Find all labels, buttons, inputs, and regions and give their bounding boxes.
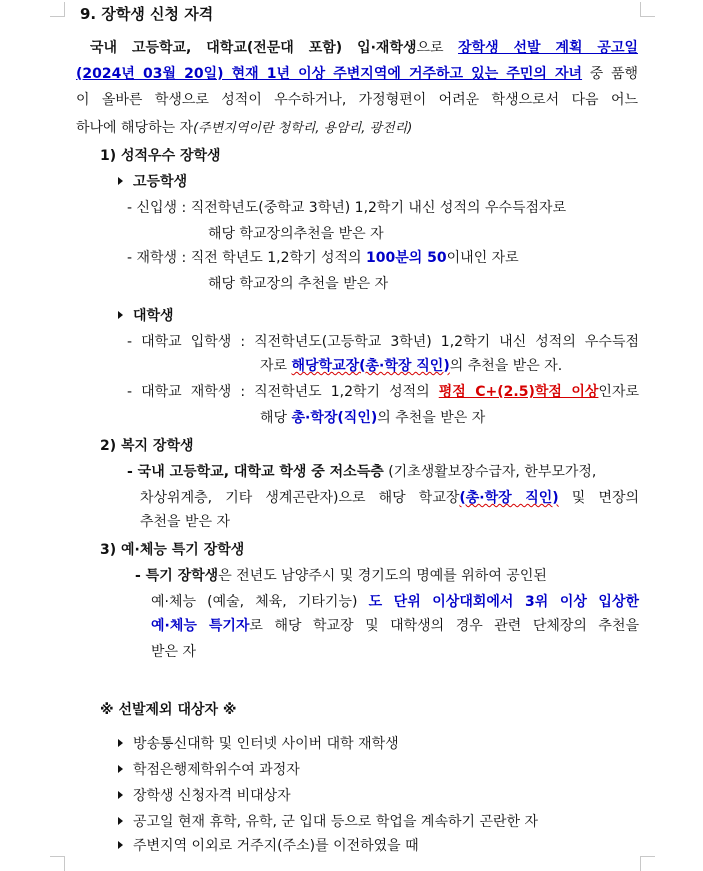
- criteria-text: 의 추천을 받은 자.: [449, 358, 563, 374]
- criteria-text: 예·체능 (예술, 체육, 기타기능): [151, 594, 369, 610]
- criteria-highlight: 총·학장(직인): [291, 410, 378, 426]
- bullet-arrow-icon: [118, 311, 123, 319]
- intro-line: [76, 64, 638, 84]
- list-item: [118, 786, 291, 806]
- subsection-heading: 3) 예·체능 특기 장학생: [100, 542, 245, 558]
- subgroup-label: [118, 306, 174, 326]
- criteria-text: 이내인 자로: [446, 250, 519, 266]
- criteria-highlight: 도 단위 이상대회에서 3위 이상 입상한: [368, 594, 639, 610]
- area-note: (주변지역이란 청학리, 용암리, 광전리): [193, 121, 413, 136]
- intro-text: 하나에 해당하는 자: [76, 120, 194, 136]
- list-item: [118, 836, 419, 856]
- criteria-line: [151, 592, 639, 612]
- bullet-arrow-icon: [118, 739, 123, 747]
- criteria-line: [151, 616, 639, 636]
- criteria-text: 인자로: [598, 384, 639, 400]
- subsection-heading: 2) 복지 장학생: [100, 438, 194, 454]
- subgroup-label: [118, 172, 187, 192]
- criteria-text: 및 면장의: [558, 490, 640, 506]
- intro-text: 국내 고등학교, 대학교(전문대 포함) 입·재학생: [90, 40, 417, 56]
- criteria-text: - 국내 고등학교, 대학교 학생 중 저소득층: [127, 464, 384, 480]
- intro-text: 중 품행: [582, 66, 638, 82]
- exclusion-heading: ※ 선발제외 대상자 ※: [100, 702, 237, 718]
- gpa-requirement: 평점 C+(2.5)학점 이상: [438, 384, 599, 400]
- criteria-line: 해당 학교장의 추천을 받은 자: [208, 276, 389, 292]
- criteria-text: 자로: [260, 358, 292, 374]
- subgroup-label-text: 고등학생: [133, 174, 188, 190]
- list-item-text: 주변지역 이외로 거주지(주소)를 이전하였을 때: [133, 838, 419, 854]
- list-item-text: 학점은행제학위수여 과정자: [133, 762, 300, 778]
- criteria-text: 은 전년도 남양주시 및 경기도의 명예를 위하여 공인된: [218, 568, 547, 584]
- criteria-text: - 특기 장학생: [135, 568, 219, 584]
- criteria-line: [260, 408, 485, 428]
- intro-line: 이 올바른 학생으로 성적이 우수하거나, 가정형편이 어려운 학생으로서 다음 어느: [76, 92, 638, 108]
- list-item-text: 방송통신대학 및 인터넷 사이버 대학 재학생: [133, 736, 399, 752]
- list-item: [118, 812, 538, 832]
- criteria-line: [127, 248, 519, 268]
- criteria-highlight: 100분의 50: [366, 250, 447, 266]
- page-corner-mark: [50, 2, 65, 17]
- criteria-line: - 신입생 : 직전학년도(중학교 3학년) 1,2학기 내신 성적의 우수득점자로: [127, 200, 567, 216]
- criteria-line: 해당 학교장의추천을 받은 자: [208, 226, 384, 242]
- criteria-line: [127, 462, 596, 482]
- criteria-highlight: 해당학교장(총·학장 직인): [291, 358, 450, 374]
- criteria-highlight: 예·체능 특기자: [151, 618, 250, 634]
- criteria-text: - 대학교 재학생 : 직전학년도 1,2학기 성적의: [127, 384, 439, 400]
- bullet-arrow-icon: [118, 765, 123, 773]
- criteria-line: [140, 488, 639, 508]
- criteria-text: - 재학생 : 직전 학년도 1,2학기 성적의: [127, 250, 366, 266]
- bullet-arrow-icon: [118, 841, 123, 849]
- page-corner-mark: [640, 856, 655, 871]
- criteria-line: [260, 356, 562, 376]
- list-item-text: 장학생 신청자격 비대상자: [133, 788, 291, 804]
- bullet-arrow-icon: [118, 177, 123, 185]
- criteria-text: 해당: [260, 410, 292, 426]
- criteria-text: 차상위계층, 기타 생계곤란자)으로 해당 학교장: [140, 490, 460, 506]
- subgroup-label-text: 대학생: [133, 308, 174, 324]
- criteria-line: 추천을 받은 자: [140, 514, 231, 530]
- page-corner-mark: [50, 856, 65, 871]
- intro-line: [76, 118, 412, 139]
- criteria-text: 의 추천을 받은 자: [377, 410, 486, 426]
- criteria-line: [127, 382, 639, 402]
- list-item-text: 공고일 현재 휴학, 유학, 군 입대 등으로 학업을 계속하기 곤란한 자: [133, 814, 539, 830]
- bullet-arrow-icon: [118, 791, 123, 799]
- intro-text: 으로: [416, 40, 459, 56]
- subsection-heading: 1) 성적우수 장학생: [100, 148, 221, 164]
- list-item: [118, 734, 399, 754]
- criteria-highlight: (총·학장 직인): [459, 490, 559, 506]
- criteria-line: - 대학교 입학생 : 직전학년도(고등학교 3학년) 1,2학기 내신 성적의 우수득점: [127, 334, 639, 350]
- list-item: [118, 760, 300, 780]
- eligibility-highlight: (2024년 03월 20일) 현재 1년 이상 주변지역에 거주하고 있는 주민의 자녀: [76, 66, 583, 82]
- bullet-arrow-icon: [118, 817, 123, 825]
- criteria-text: (기초생활보장수급자, 한부모가정,: [383, 464, 597, 480]
- criteria-text: 로 해당 학교장 및 대학생의 경우 관련 단체장의 추천을: [249, 618, 639, 634]
- page-corner-mark: [640, 2, 655, 17]
- intro-line: [76, 38, 638, 58]
- section-title: 9. 장학생 신청 자격: [80, 5, 214, 23]
- criteria-line: 받은 자: [151, 644, 197, 660]
- criteria-line: [135, 566, 547, 586]
- notice-date-text: 장학생 선발 계획 공고일: [458, 40, 638, 56]
